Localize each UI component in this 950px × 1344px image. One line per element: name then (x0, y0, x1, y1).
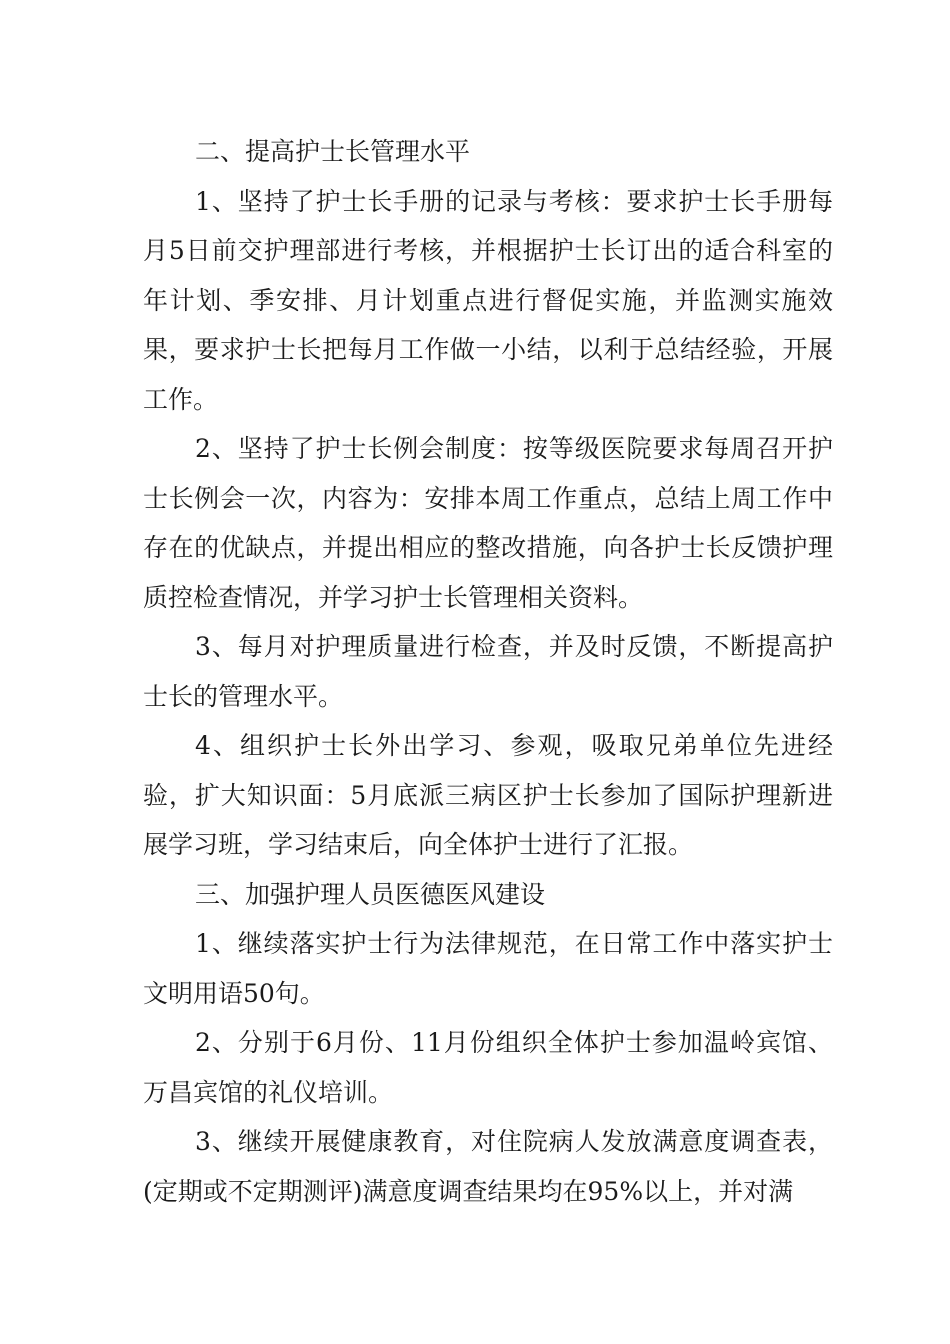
section-heading-3: 三、加强护理人员医德医风建设 (195, 879, 546, 909)
document-body (143, 127, 833, 1216)
paragraph-2-4: 4、组织护士长外出学习、参观，吸取兄弟单位先进经验，扩大知识面：5月底派三病区护士长参加了国际护理新进展学习班，学习结束后，向全体护士进行了汇报。 (143, 731, 833, 859)
paragraph-2-3: 3、每月对护理质量进行检查，并及时反馈，不断提高护士长的管理水平。 (143, 632, 833, 711)
paragraph-2-2: 2、坚持了护士长例会制度：按等级医院要求每周召开护士长例会一次，内容为：安排本周工作重点，总结上周工作中存在的优缺点，并提出相应的整改措施，向各护士长反馈护理质控检查情况，并学习护士长管理相关资料。 (143, 434, 833, 612)
section-heading-2: 二、提高护士长管理水平 (195, 137, 471, 166)
paragraph-3-1: 1、继续落实护士行为法律规范，在日常工作中落实护士文明用语50句。 (143, 929, 833, 1008)
paragraph-3-3: 3、继续开展健康教育，对住院病人发放满意度调查表，(定期或不定期测评)满意度调查结果均在95%以上，并对满 (143, 1127, 833, 1206)
paragraph-3-2: 2、分别于6月份、11月份组织全体护士参加温岭宾馆、万昌宾馆的礼仪培训。 (143, 1028, 833, 1107)
paragraph-2-1: 1、坚持了护士长手册的记录与考核：要求护士长手册每月5日前交护理部进行考核，并根据护士长订出的适合科室的年计划、季安排、月计划重点进行督促实施，并监测实施效果，要求护士长把每月工作做一小结，以利于总结经验，开展工作。 (143, 186, 833, 414)
